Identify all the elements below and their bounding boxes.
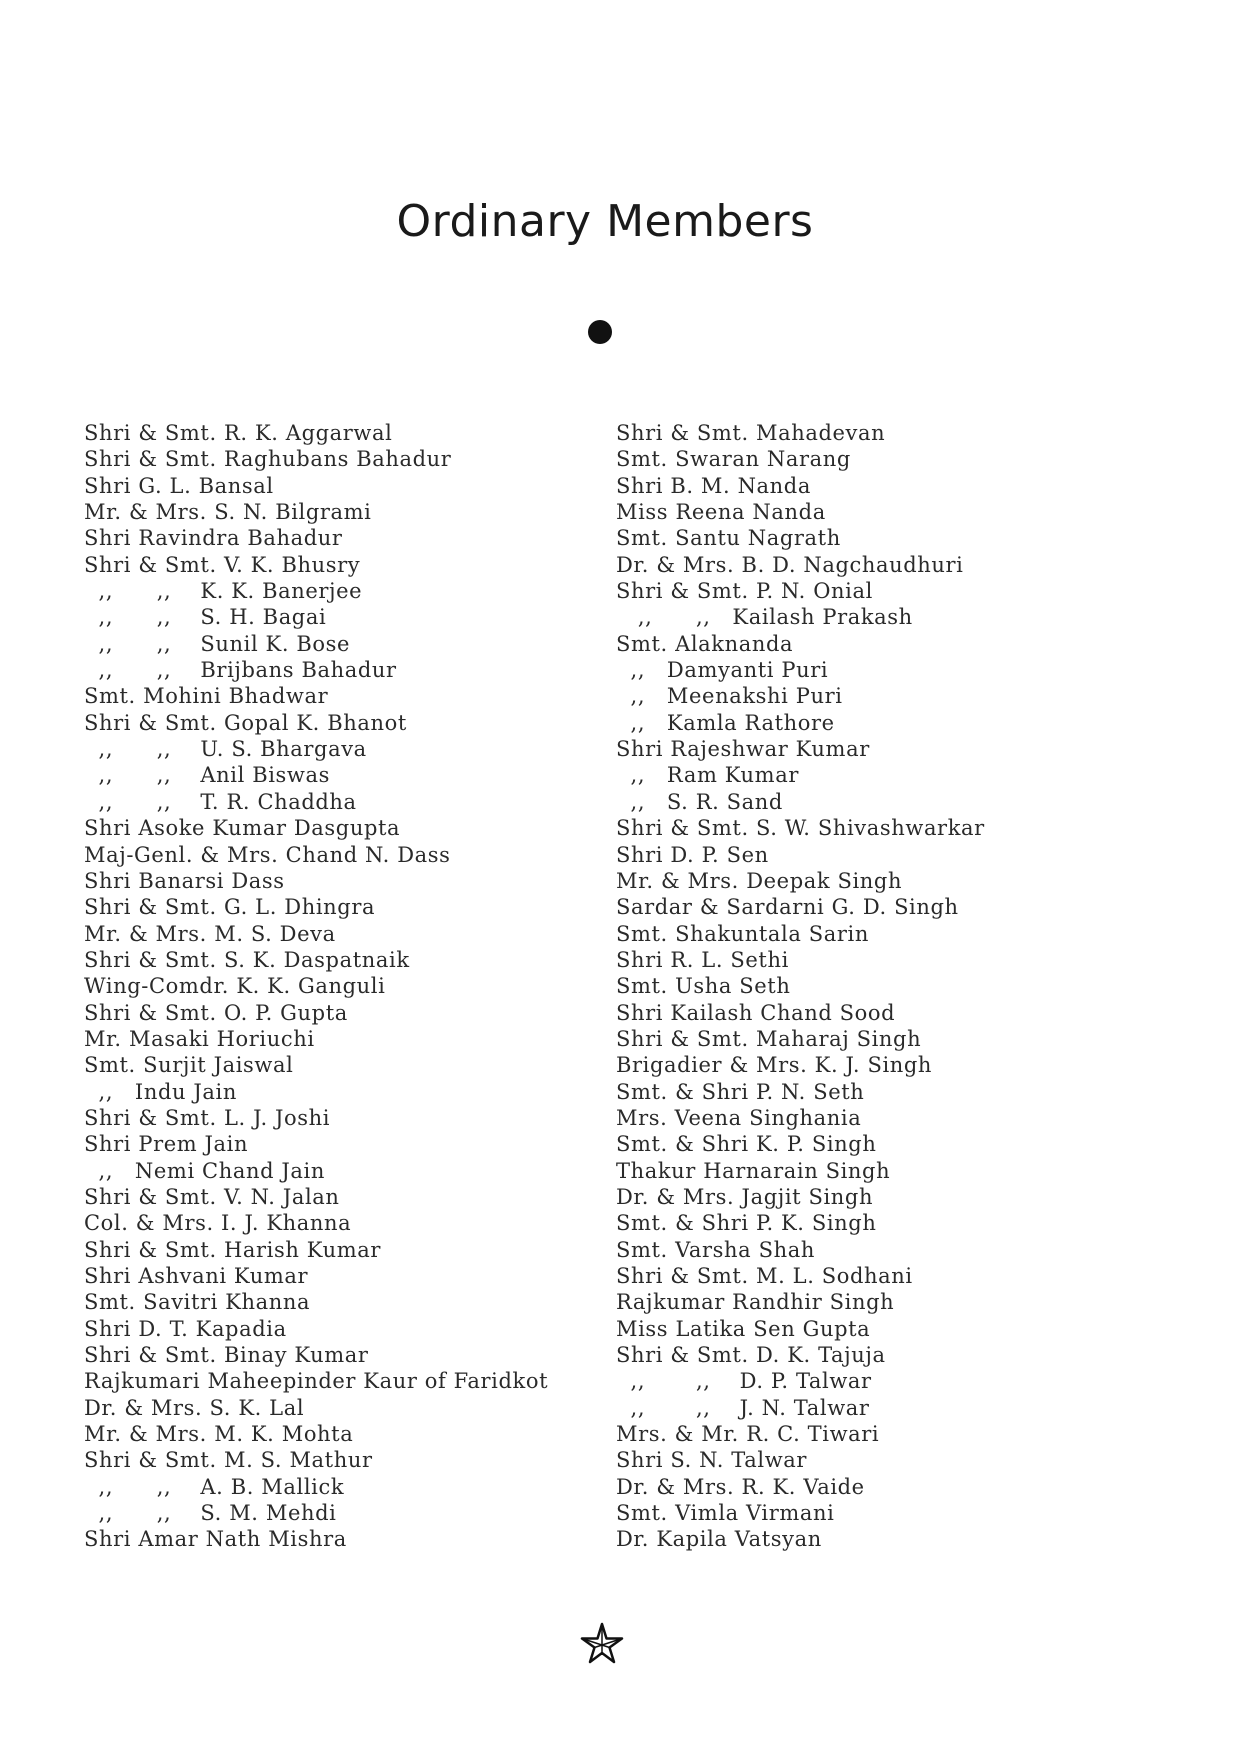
member-entry: Shri & Smt. S. W. Shivashwarkar xyxy=(616,816,985,841)
member-entry: ,, ,, K. K. Banerjee xyxy=(84,579,363,604)
member-entry: Shri D. T. Kapadia xyxy=(84,1316,287,1341)
dot-ornament-icon xyxy=(588,320,612,344)
member-entry: Shri Banarsi Dass xyxy=(84,868,285,893)
member-entry: Brigadier & Mrs. K. J. Singh xyxy=(616,1053,933,1078)
member-entry: ,, ,, Brijbans Bahadur xyxy=(84,658,397,683)
member-entry: Shri B. M. Nanda xyxy=(616,473,811,498)
member-entry: Shri G. L. Bansal xyxy=(84,473,274,498)
member-entry: ,, ,, S. H. Bagai xyxy=(84,605,327,630)
member-entry: Miss Reena Nanda xyxy=(616,500,826,525)
member-entry: Shri D. P. Sen xyxy=(616,842,769,867)
member-entry: Mr. & Mrs. Deepak Singh xyxy=(616,868,903,893)
member-entry: ,, ,, Sunil K. Bose xyxy=(84,631,351,656)
member-entry: ,, ,, Anil Biswas xyxy=(84,763,331,788)
member-entry: Mr. Masaki Horiuchi xyxy=(84,1026,315,1051)
member-list-left xyxy=(84,420,584,1553)
member-entry: Rajkumar Randhir Singh xyxy=(616,1290,895,1315)
member-entry: Mr. & Mrs. M. S. Deva xyxy=(84,921,336,946)
member-entry: Shri & Smt. G. L. Dhingra xyxy=(84,895,376,920)
member-entry: ,, ,, Kailash Prakash xyxy=(616,605,913,630)
member-entry: Shri Ashvani Kumar xyxy=(84,1264,309,1288)
member-entry: Shri & Smt. L. J. Joshi xyxy=(84,1105,331,1130)
member-entry: Dr. Kapila Vatsyan xyxy=(616,1527,822,1552)
member-entry: Shri & Smt. Raghubans Bahadur xyxy=(84,447,452,472)
member-entry: Smt. Varsha Shah xyxy=(616,1237,815,1262)
member-entry: Dr. & Mrs. Jagjit Singh xyxy=(616,1184,874,1209)
member-entry: Smt. Surjit Jaiswal xyxy=(84,1053,294,1078)
member-entry: Shri & Smt. Maharaj Singh xyxy=(616,1026,922,1051)
member-entry: ,, ,, U. S. Bhargava xyxy=(84,737,367,762)
member-entry: Shri & Smt. Mahadevan xyxy=(616,421,886,445)
member-entry: Shri S. N. Talwar xyxy=(616,1448,808,1473)
member-entry: Smt. Swaran Narang xyxy=(616,447,851,472)
member-entry: Smt. Savitri Khanna xyxy=(84,1290,311,1315)
star-icon xyxy=(580,1622,624,1666)
member-entry: ,, Damyanti Puri xyxy=(616,658,829,683)
member-entry: Shri & Smt. Binay Kumar xyxy=(84,1343,369,1368)
member-entry: Shri Asoke Kumar Dasgupta xyxy=(84,816,401,841)
member-entry: Smt. Santu Nagrath xyxy=(616,526,841,551)
member-entry: Shri & Smt. D. K. Tajuja xyxy=(616,1343,886,1368)
member-entry: Miss Latika Sen Gupta xyxy=(616,1316,871,1341)
member-entry: Smt. Usha Seth xyxy=(616,974,791,999)
member-entry: Shri Prem Jain xyxy=(84,1132,249,1157)
member-entry: ,, ,, J. N. Talwar xyxy=(616,1395,870,1420)
member-entry: Mrs. Veena Singhania xyxy=(616,1105,862,1130)
member-entry: Shri & Smt. S. K. Daspatnaik xyxy=(84,947,410,972)
member-entry: Thakur Harnarain Singh xyxy=(616,1158,891,1183)
member-entry: Shri & Smt. M. L. Sodhani xyxy=(616,1264,913,1288)
member-entry: Mr. & Mrs. M. K. Mohta xyxy=(84,1422,354,1447)
member-entry: ,, ,, S. M. Mehdi xyxy=(84,1501,337,1526)
member-entry: Shri & Smt. O. P. Gupta xyxy=(84,1000,348,1025)
member-entry: Shri Amar Nath Mishra xyxy=(84,1527,347,1552)
member-entry: Mr. & Mrs. S. N. Bilgrami xyxy=(84,500,372,525)
member-entry: Col. & Mrs. I. J. Khanna xyxy=(84,1211,352,1236)
member-entry: Shri & Smt. Gopal K. Bhanot xyxy=(84,710,407,735)
member-entry: ,, ,, A. B. Mallick xyxy=(84,1474,345,1499)
member-entry: Rajkumari Maheepinder Kaur of Faridkot xyxy=(84,1369,549,1394)
member-entry: Shri R. L. Sethi xyxy=(616,947,789,972)
member-entry: Shri & Smt. M. S. Mathur xyxy=(84,1448,373,1473)
member-entry: Smt. Mohini Bhadwar xyxy=(84,684,329,709)
member-entry: Shri Ravindra Bahadur xyxy=(84,526,343,551)
member-entry: Smt. Shakuntala Sarin xyxy=(616,921,869,946)
member-entry: Shri & Smt. R. K. Aggarwal xyxy=(84,421,393,445)
member-entry: Smt. & Shri K. P. Singh xyxy=(616,1132,877,1157)
member-entry: Smt. Alaknanda xyxy=(616,631,794,656)
member-entry: Mrs. & Mr. R. C. Tiwari xyxy=(616,1422,880,1447)
member-entry: Shri Kailash Chand Sood xyxy=(616,1000,896,1025)
member-entry: Shri & Smt. Harish Kumar xyxy=(84,1237,381,1262)
member-entry: Shri & Smt. P. N. Onial xyxy=(616,579,873,604)
member-entry: Shri & Smt. V. K. Bhusry xyxy=(84,552,361,577)
member-entry: ,, Nemi Chand Jain xyxy=(84,1158,325,1183)
member-entry: ,, ,, T. R. Chaddha xyxy=(84,789,357,814)
member-entry: Shri Rajeshwar Kumar xyxy=(616,737,870,762)
member-entry: Dr. & Mrs. B. D. Nagchaudhuri xyxy=(616,552,964,577)
member-entry: Smt. & Shri P. K. Singh xyxy=(616,1211,877,1236)
member-entry: Dr. & Mrs. S. K. Lal xyxy=(84,1395,305,1420)
member-list-right xyxy=(616,420,1116,1553)
member-entry: ,, Kamla Rathore xyxy=(616,710,835,735)
member-entry: Smt. & Shri P. N. Seth xyxy=(616,1079,865,1104)
member-entry: ,, Meenakshi Puri xyxy=(616,684,843,709)
member-entry: ,, S. R. Sand xyxy=(616,789,783,814)
member-entry: ,, Ram Kumar xyxy=(616,763,799,788)
member-entry: ,, Indu Jain xyxy=(84,1079,237,1104)
member-entry: Dr. & Mrs. R. K. Vaide xyxy=(616,1474,865,1499)
member-entry: Maj-Genl. & Mrs. Chand N. Dass xyxy=(84,842,451,867)
member-entry: ,, ,, D. P. Talwar xyxy=(616,1369,872,1394)
member-entry: Sardar & Sardarni G. D. Singh xyxy=(616,895,959,920)
member-entry: Smt. Vimla Virmani xyxy=(616,1501,835,1526)
page-title: Ordinary Members xyxy=(396,196,814,247)
member-entry: Wing-Comdr. K. K. Ganguli xyxy=(84,974,386,999)
member-entry: Shri & Smt. V. N. Jalan xyxy=(84,1184,340,1209)
